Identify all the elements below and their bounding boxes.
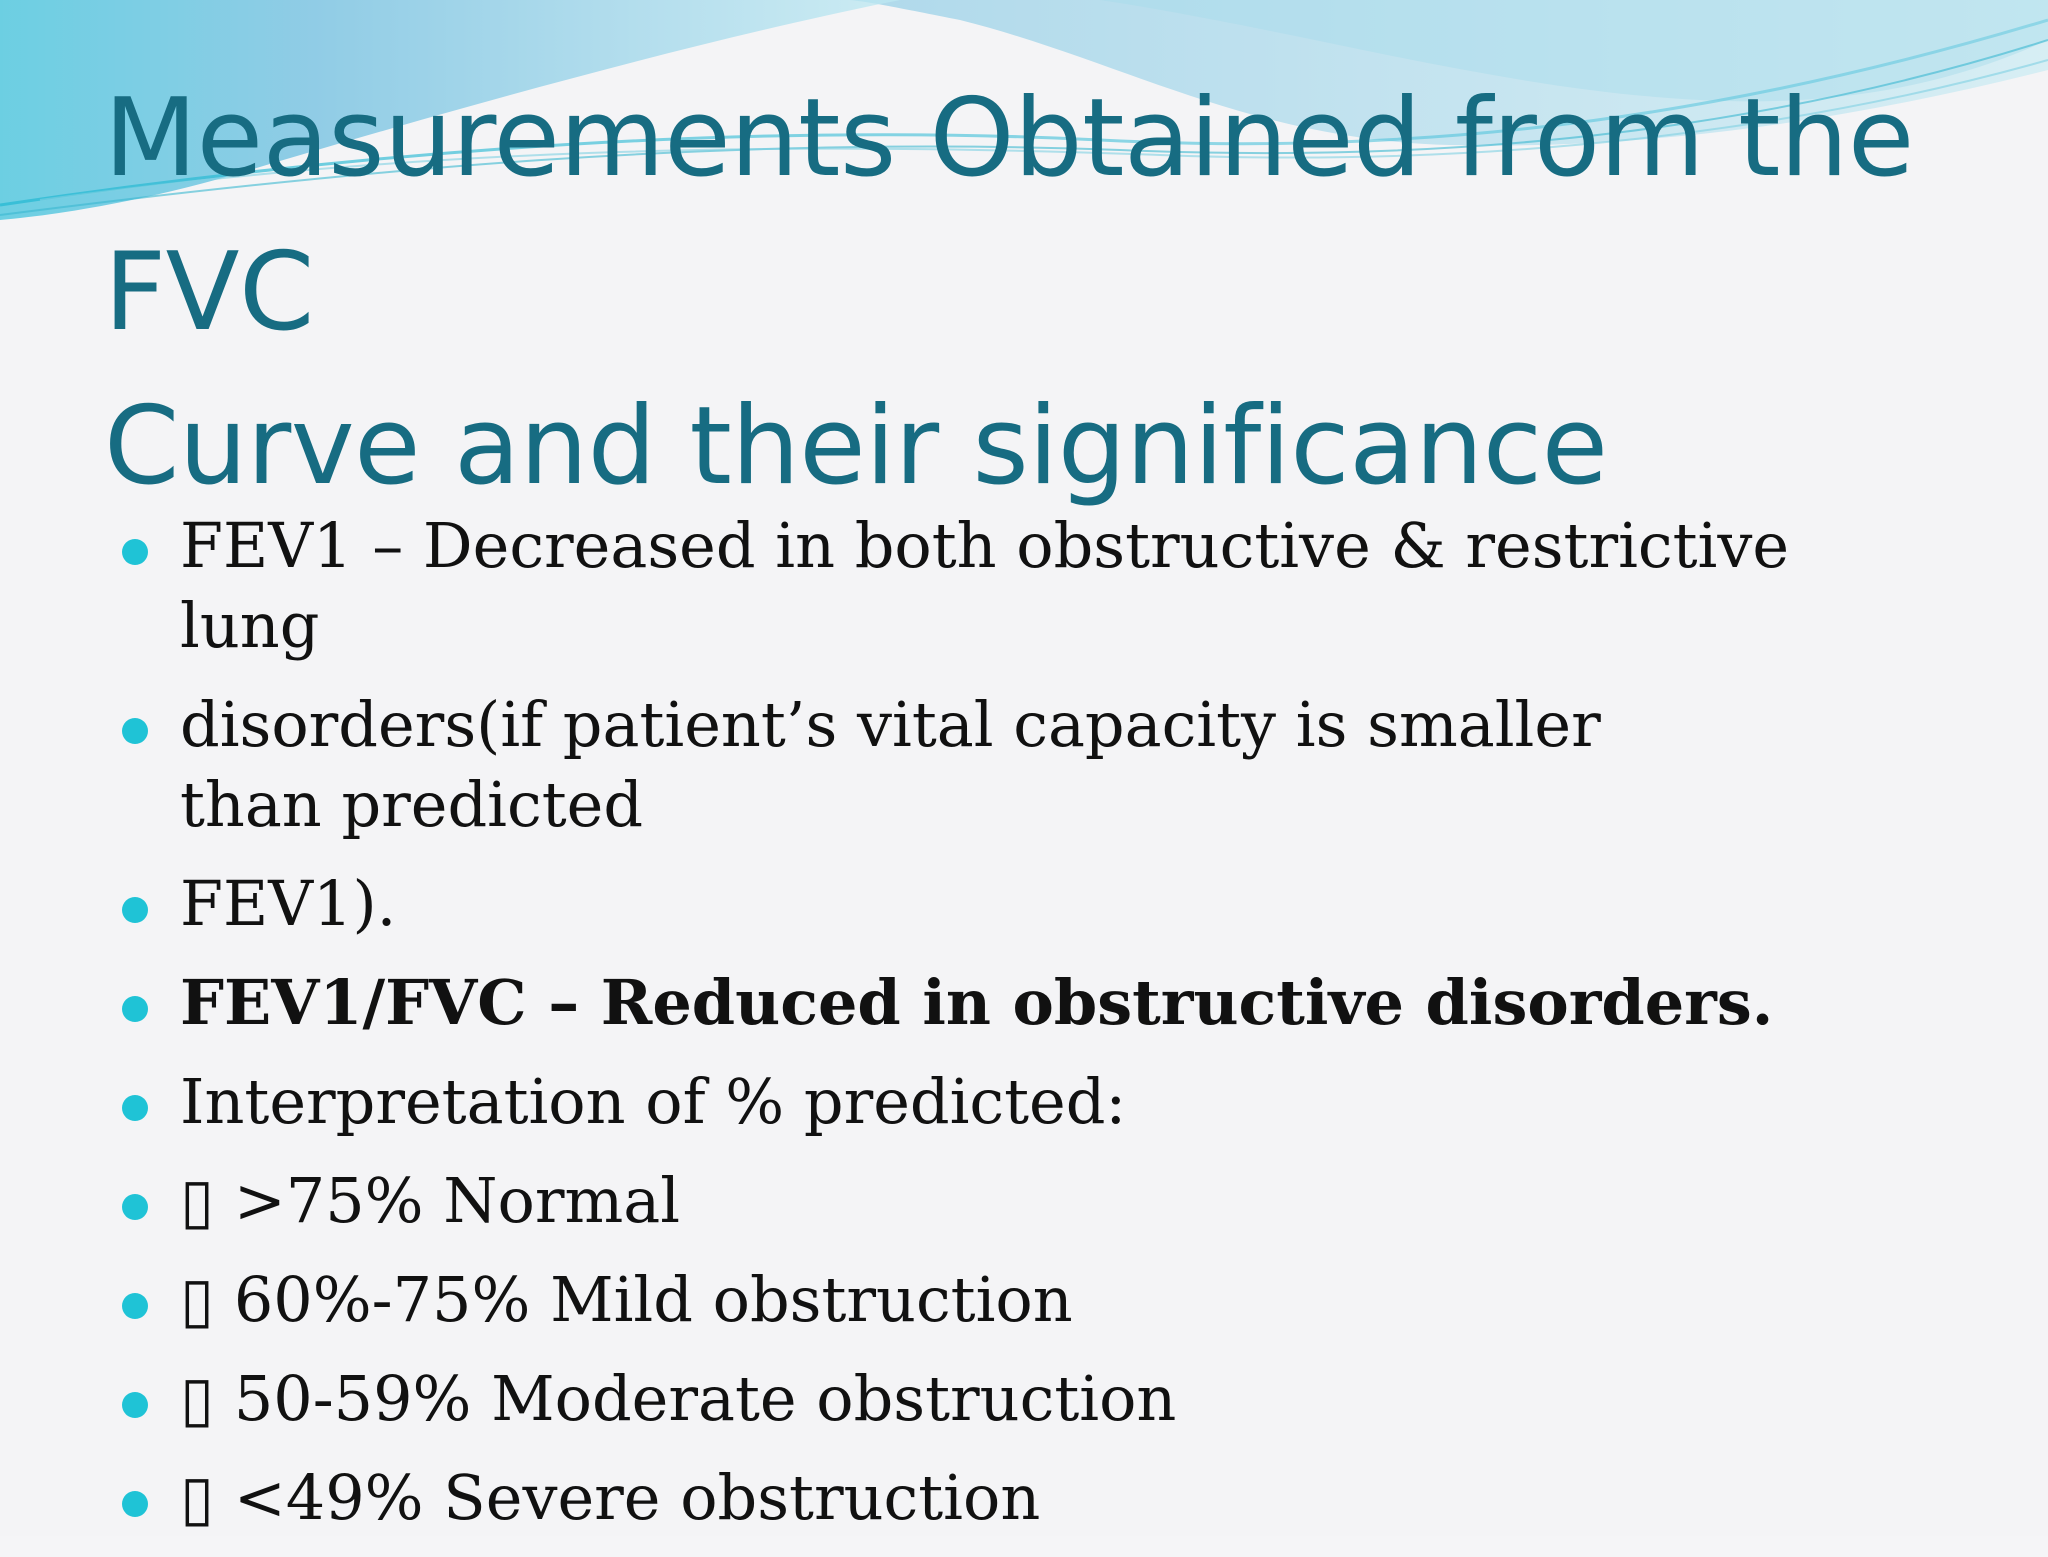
bullet-text: ▯ 60%-75% Mild obstruction	[180, 1263, 1073, 1336]
bullet-dot-icon	[122, 1095, 148, 1121]
bullet-text: FEV1 – Decreased in both obstructive & restrictive lung	[180, 509, 1790, 662]
bullet-item	[118, 1161, 1998, 1241]
bullet-item	[118, 1359, 1998, 1439]
bullet-text: disorders(if patient’s vital capacity is smaller than predicted	[180, 688, 1601, 841]
bullet-dot-icon	[122, 1392, 148, 1418]
bullet-dot-icon	[122, 1491, 148, 1517]
bullet-item	[118, 1062, 1998, 1142]
bullet-item	[118, 685, 1998, 845]
bullet-item	[118, 864, 1998, 944]
bullet-item	[118, 1458, 1998, 1538]
bullet-dot-icon	[122, 1194, 148, 1220]
title-line-3: Curve and their significance	[104, 384, 1608, 509]
bullet-text: ▯ <49% Severe obstruction	[180, 1461, 1041, 1534]
bullet-text: Interpretation of % predicted:	[180, 1065, 1127, 1138]
bullet-dot-icon	[122, 996, 148, 1022]
title-line-1: Measurements Obtained from the	[104, 76, 1914, 201]
bullet-text: FEV1).	[180, 867, 397, 940]
bullet-list	[118, 506, 1998, 1557]
bullet-text: FEV1/FVC – Reduced in obstructive disorders.	[180, 966, 1774, 1039]
bullet-item	[118, 506, 1998, 666]
bullet-dot-icon	[122, 539, 148, 565]
bullet-item	[118, 963, 1998, 1043]
title-line-2: FVC	[104, 230, 314, 355]
bullet-text: ▯ >75% Normal	[180, 1164, 681, 1237]
bullet-dot-icon	[122, 718, 148, 744]
bullet-dot-icon	[122, 897, 148, 923]
bullet-dot-icon	[122, 1293, 148, 1319]
bullet-text: ▯ 50-59% Moderate obstruction	[180, 1362, 1177, 1435]
slide-title	[104, 62, 2004, 524]
bullet-item	[118, 1260, 1998, 1340]
